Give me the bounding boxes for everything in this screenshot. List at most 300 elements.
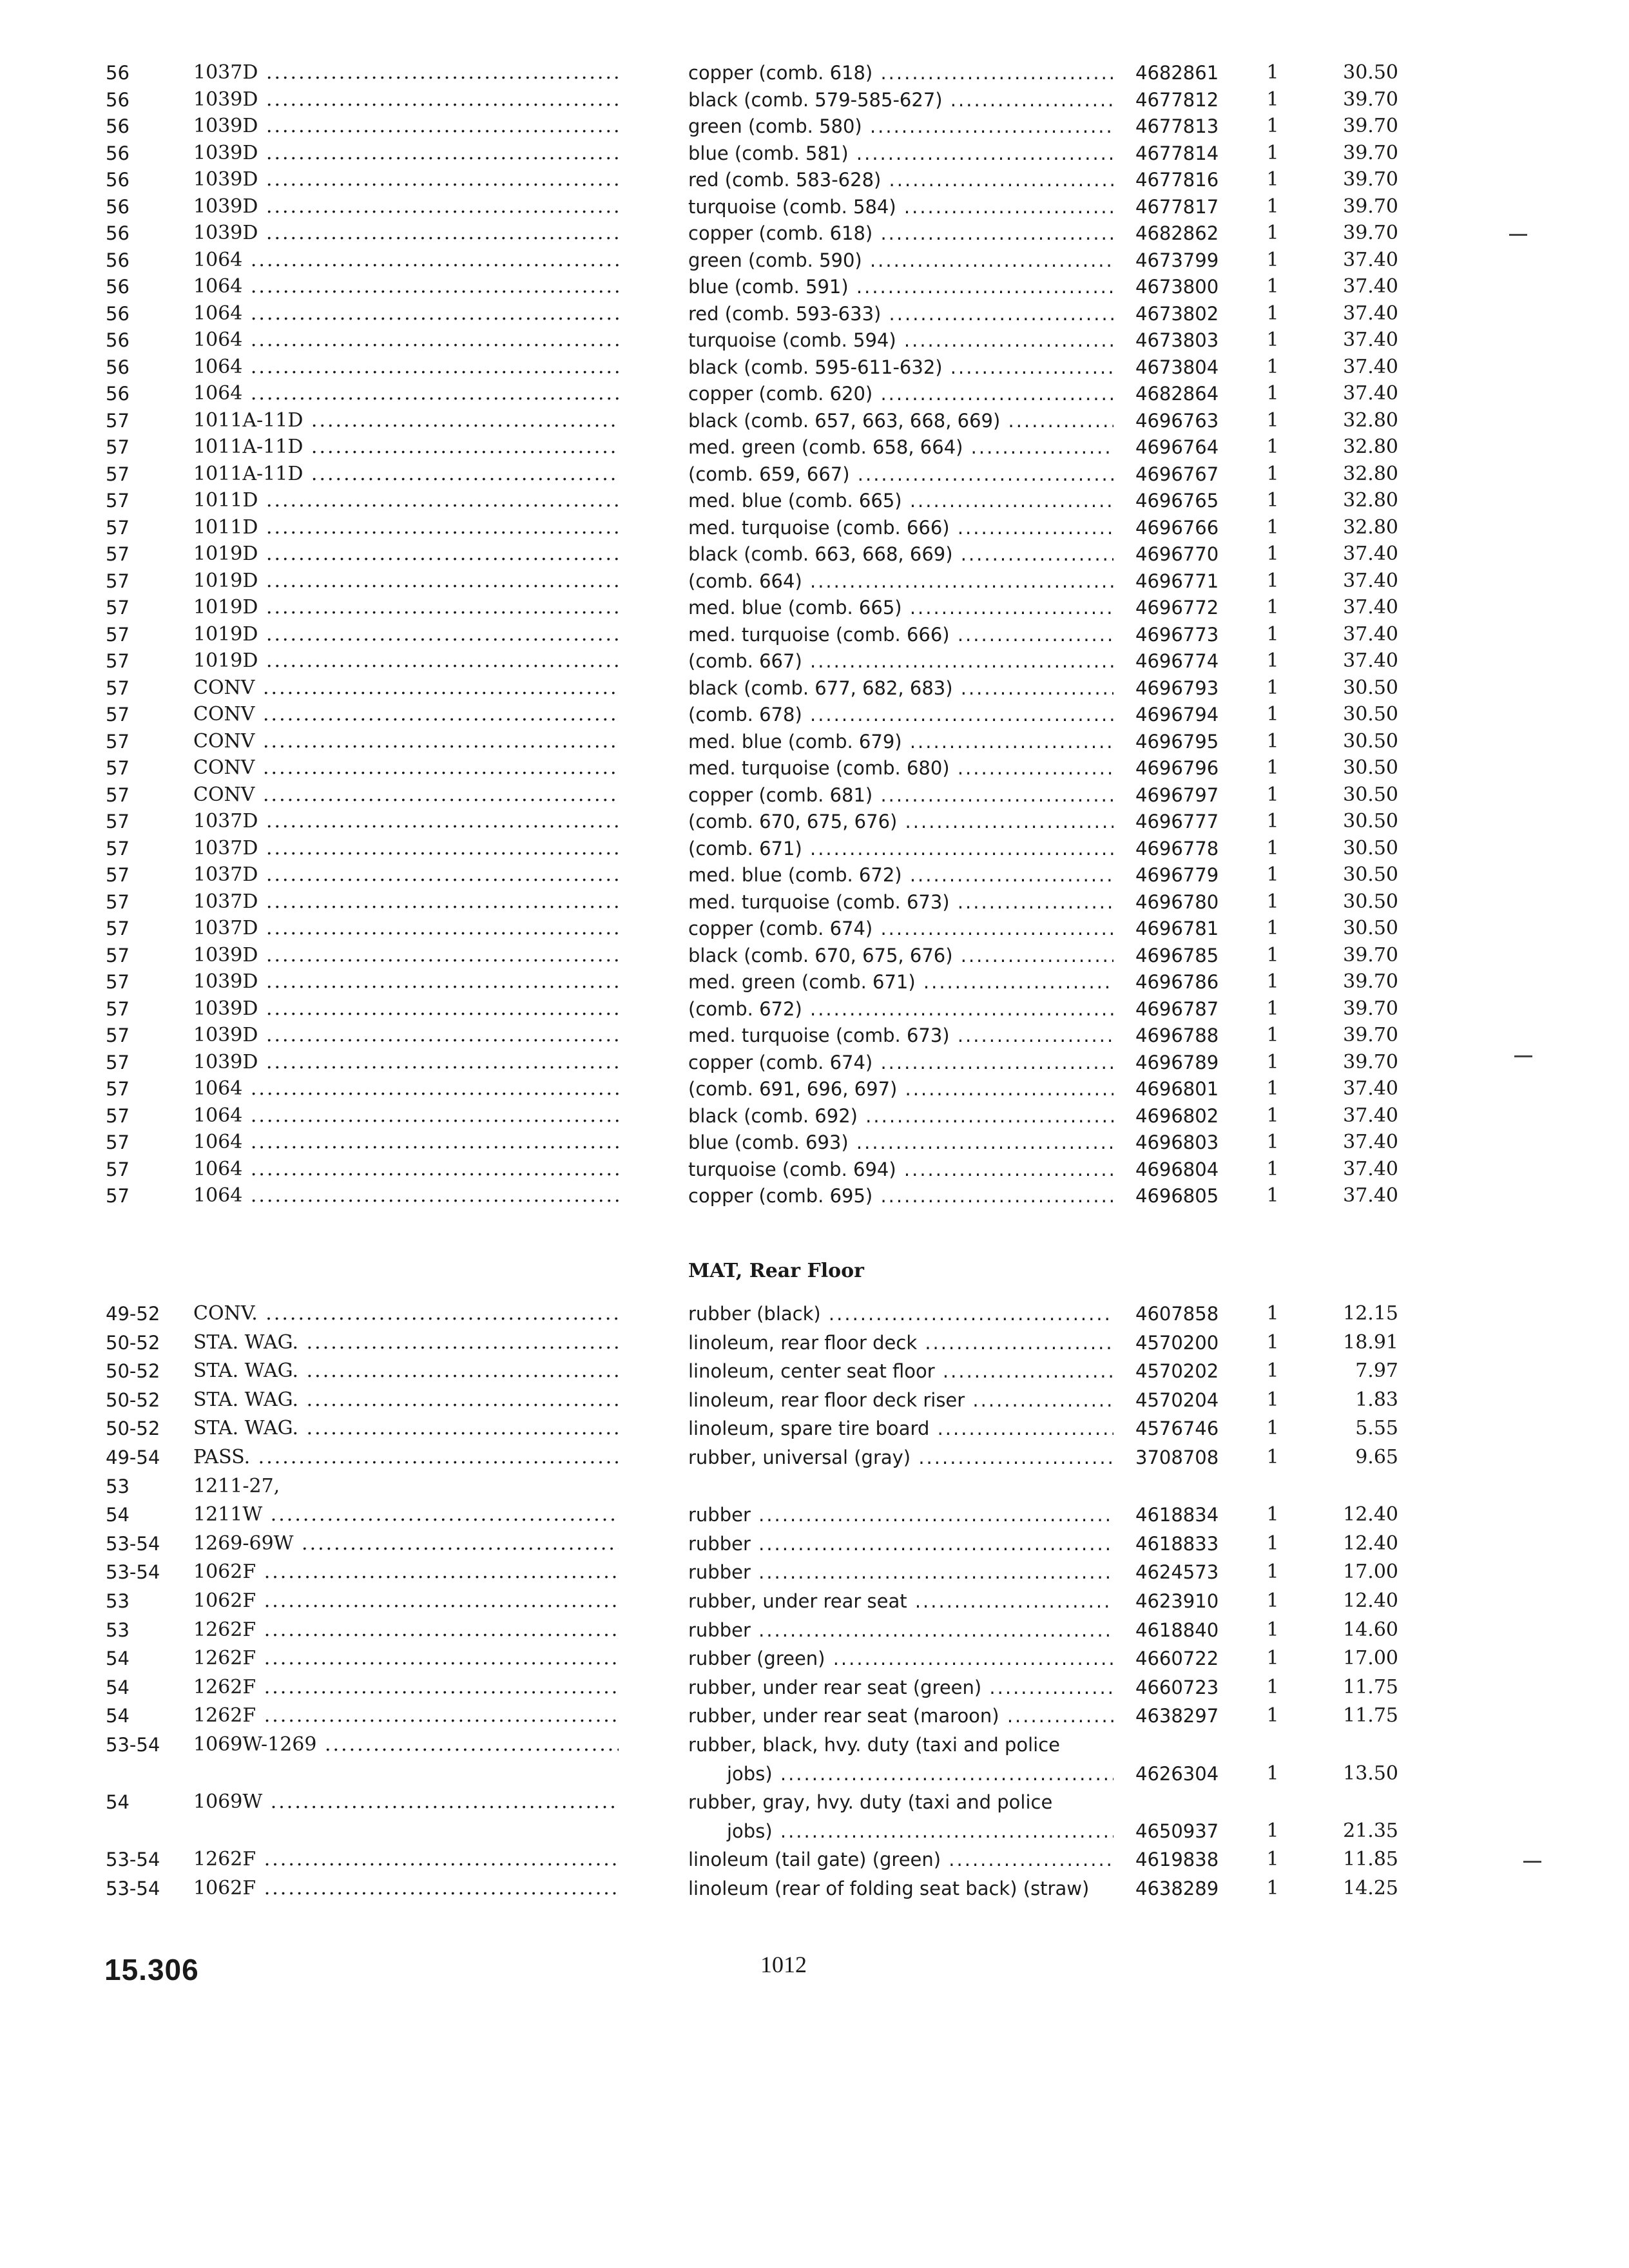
model-cell: 1037D ..... <box>193 861 619 889</box>
description-cell: turquoise (comb. 584) ..... <box>688 193 1113 220</box>
part-number-cell: 3708708 <box>1135 1446 1219 1468</box>
description-cell: (comb. 659, 667) ..... <box>688 461 1113 488</box>
price-cell: 39.70 <box>1343 970 1398 993</box>
year-cell: 57 <box>106 623 130 646</box>
price-cell: 39.70 <box>1343 222 1398 244</box>
description-cell: med. turquoise (comb. 680) ..... <box>688 754 1113 782</box>
parts-row <box>0 942 1629 969</box>
description-cell: linoleum, rear floor deck ..... <box>688 1329 1113 1356</box>
quantity-cell: 1 <box>1266 1131 1279 1153</box>
description-cell: (comb. 667) ..... <box>688 648 1113 675</box>
parts-row <box>0 1731 1629 1758</box>
model-cell: 1039D ..... <box>193 140 619 167</box>
description-cell: linoleum, spare tire board ..... <box>688 1415 1113 1442</box>
price-cell: 1.83 <box>1355 1388 1398 1411</box>
description-cell: blue (comb. 581) ..... <box>688 140 1113 167</box>
year-cell: 57 <box>106 516 130 539</box>
year-cell: 53-54 <box>106 1878 160 1899</box>
quantity-cell: 1 <box>1266 248 1279 271</box>
description-cell: rubber, under rear seat ..... <box>688 1588 1113 1615</box>
quantity-cell: 1 <box>1266 970 1279 993</box>
part-number-cell: 4696796 <box>1135 757 1219 779</box>
year-cell: 56 <box>106 169 130 191</box>
description-cell: red (comb. 583-628) ..... <box>688 166 1113 193</box>
price-cell: 39.70 <box>1343 1050 1398 1073</box>
model-cell: CONV ..... <box>193 728 619 755</box>
parts-row <box>0 594 1629 621</box>
model-cell: 1262F ..... <box>193 1846 619 1873</box>
part-number-cell: 4696795 <box>1135 730 1219 753</box>
year-cell: 57 <box>106 1104 130 1127</box>
price-cell: 39.70 <box>1343 195 1398 218</box>
part-number-cell: 4677817 <box>1135 195 1219 218</box>
year-cell: 56 <box>106 62 130 84</box>
quantity-cell: 1 <box>1266 61 1279 84</box>
model-cell: 1039D ..... <box>193 942 619 969</box>
model-cell: 1011D ..... <box>193 514 619 541</box>
parts-row <box>0 1702 1629 1729</box>
part-number-cell: 4696763 <box>1135 409 1219 432</box>
part-number-cell: 4618834 <box>1135 1504 1219 1526</box>
description-cell: linoleum, rear floor deck riser ..... <box>688 1387 1113 1414</box>
description-cell: med. blue (comb. 665) ..... <box>688 594 1113 621</box>
model-cell: 1064 ..... <box>193 273 619 300</box>
year-cell: 57 <box>106 463 130 485</box>
model-cell: 1211W ..... <box>193 1501 619 1528</box>
year-cell: 56 <box>106 142 130 164</box>
part-number-cell: 4696785 <box>1135 944 1219 966</box>
description-cell: rubber (black) ..... <box>688 1300 1113 1327</box>
quantity-cell: 1 <box>1266 329 1279 351</box>
price-cell: 37.40 <box>1343 622 1398 646</box>
part-number-cell: 4696789 <box>1135 1051 1219 1073</box>
model-cell: 1062F ..... <box>193 1588 619 1615</box>
quantity-cell: 1 <box>1266 436 1279 458</box>
price-cell: 17.00 <box>1343 1647 1398 1670</box>
model-cell: 1039D ..... <box>193 166 619 193</box>
price-cell: 12.40 <box>1343 1590 1398 1612</box>
part-number-cell: 4626304 <box>1135 1762 1219 1785</box>
description-cell: copper (comb. 681) ..... <box>688 782 1113 809</box>
description-cell: (comb. 678) ..... <box>688 701 1113 728</box>
year-cell: 49-54 <box>106 1446 160 1468</box>
model-cell: 1037D ..... <box>193 915 619 942</box>
year-cell: 53 <box>106 1475 130 1497</box>
part-number-cell: 4696804 <box>1135 1158 1219 1180</box>
description-cell: black (comb. 579-585-627) ..... <box>688 86 1113 113</box>
description-cell: rubber, gray, hvy. duty (taxi and police <box>688 1791 1053 1814</box>
year-cell: 57 <box>106 1185 130 1207</box>
model-cell: 1064 ..... <box>193 354 619 381</box>
part-number-cell: 4696765 <box>1135 490 1219 512</box>
quantity-cell: 1 <box>1266 302 1279 325</box>
quantity-cell: 1 <box>1266 382 1279 405</box>
parts-row <box>0 1674 1629 1701</box>
model-cell: 1011A-11D ..... <box>193 461 619 488</box>
price-cell: 32.80 <box>1343 436 1398 458</box>
parts-row <box>0 1645 1629 1672</box>
price-cell: 39.70 <box>1343 115 1398 137</box>
quantity-cell: 1 <box>1266 890 1279 913</box>
model-cell: 1037D ..... <box>193 808 619 835</box>
model-cell: 1037D ..... <box>193 889 619 916</box>
parts-row <box>0 915 1629 942</box>
parts-row <box>0 220 1629 247</box>
price-cell: 11.75 <box>1343 1675 1398 1698</box>
year-cell: 56 <box>106 329 130 351</box>
quantity-cell: 1 <box>1266 1561 1279 1584</box>
year-cell: 57 <box>106 1131 130 1153</box>
parts-row <box>0 995 1629 1023</box>
model-cell: 1039D ..... <box>193 968 619 995</box>
description-cell: med. blue (comb. 672) ..... <box>688 861 1113 889</box>
description-cell: rubber, universal (gray) ..... <box>688 1444 1113 1471</box>
part-number-cell: 4696774 <box>1135 650 1219 672</box>
year-cell: 49-52 <box>106 1303 160 1325</box>
quantity-cell: 1 <box>1266 1360 1279 1383</box>
year-cell: 57 <box>106 677 130 699</box>
model-cell: STA. WAG. ..... <box>193 1415 619 1442</box>
year-cell: 56 <box>106 88 130 111</box>
model-cell: 1019D ..... <box>193 648 619 675</box>
quantity-cell: 1 <box>1266 1302 1279 1325</box>
description-cell: rubber, under rear seat (green) ..... <box>688 1674 1113 1701</box>
parts-row <box>0 1102 1629 1129</box>
quantity-cell: 1 <box>1266 596 1279 619</box>
parts-row <box>0 193 1629 220</box>
year-cell: 57 <box>106 730 130 753</box>
price-cell: 30.50 <box>1343 676 1398 699</box>
model-cell: PASS. ..... <box>193 1444 619 1471</box>
quantity-cell: 1 <box>1266 1157 1279 1180</box>
year-cell: 54 <box>106 1648 130 1670</box>
parts-row <box>0 1875 1629 1902</box>
model-cell: 1039D ..... <box>193 1049 619 1076</box>
year-cell: 53 <box>106 1619 130 1641</box>
parts-row <box>0 1182 1629 1209</box>
part-number-cell: 4696771 <box>1135 570 1219 592</box>
parts-row <box>0 247 1629 274</box>
margin-mark <box>1509 234 1527 236</box>
parts-row <box>0 86 1629 113</box>
description-cell: black (comb. 677, 682, 683) ..... <box>688 675 1113 702</box>
parts-row <box>0 1329 1629 1356</box>
model-cell: 1039D ..... <box>193 113 619 140</box>
year-cell: 57 <box>106 837 130 860</box>
part-number-cell: 4638297 <box>1135 1705 1219 1727</box>
quantity-cell: 1 <box>1266 1184 1279 1207</box>
part-number-cell: 4660722 <box>1135 1648 1219 1670</box>
quantity-cell: 1 <box>1266 115 1279 137</box>
price-cell: 12.15 <box>1343 1302 1398 1325</box>
part-number-cell: 4696801 <box>1135 1078 1219 1100</box>
model-cell: 1262F ..... <box>193 1702 619 1729</box>
parts-row <box>0 754 1629 782</box>
year-cell: 57 <box>106 704 130 726</box>
year-cell: 57 <box>106 436 130 458</box>
price-cell: 14.60 <box>1343 1618 1398 1641</box>
year-cell: 57 <box>106 997 130 1020</box>
year-cell: 57 <box>106 1158 130 1180</box>
price-cell: 39.70 <box>1343 168 1398 191</box>
description-cell: rubber (green) ..... <box>688 1645 1113 1672</box>
price-cell: 37.40 <box>1343 275 1398 298</box>
parts-row <box>0 1129 1629 1156</box>
part-number-cell: 4607858 <box>1135 1303 1219 1325</box>
description-cell: linoleum (tail gate) (green) ..... <box>688 1846 1113 1873</box>
model-cell: 1064 ..... <box>193 1156 619 1183</box>
description-cell: turquoise (comb. 694) ..... <box>688 1156 1113 1183</box>
model-cell: 1062F ..... <box>193 1559 619 1586</box>
price-cell: 37.40 <box>1343 596 1398 619</box>
part-number-cell: 4696805 <box>1135 1185 1219 1207</box>
parts-row <box>0 835 1629 862</box>
part-number-cell: 4570200 <box>1135 1331 1219 1354</box>
parts-row <box>0 889 1629 916</box>
description-cell: green (comb. 590) ..... <box>688 247 1113 274</box>
parts-row <box>0 1559 1629 1586</box>
price-cell: 17.00 <box>1343 1561 1398 1584</box>
part-number-cell: 4673802 <box>1135 302 1219 325</box>
model-cell: STA. WAG. ..... <box>193 1358 619 1385</box>
parts-row <box>0 968 1629 995</box>
part-number-cell: 4696793 <box>1135 677 1219 699</box>
year-cell: 56 <box>106 302 130 325</box>
model-cell: CONV ..... <box>193 754 619 782</box>
quantity-cell: 1 <box>1266 569 1279 592</box>
price-cell: 32.80 <box>1343 515 1398 539</box>
part-number-cell: 4696770 <box>1135 543 1219 565</box>
part-number-cell: 4677812 <box>1135 88 1219 111</box>
description-cell: red (comb. 593-633) ..... <box>688 300 1113 327</box>
quantity-cell: 1 <box>1266 355 1279 378</box>
model-cell: 1019D ..... <box>193 594 619 621</box>
catalog-section-code: 15.306 <box>104 1953 199 1986</box>
model-cell: 1069W-1269 ..... <box>193 1731 619 1758</box>
price-cell: 37.40 <box>1343 1077 1398 1100</box>
price-cell: 5.55 <box>1355 1417 1398 1440</box>
quantity-cell: 1 <box>1266 141 1279 164</box>
parts-row <box>0 1530 1629 1557</box>
model-cell: CONV ..... <box>193 782 619 809</box>
parts-row <box>0 1588 1629 1615</box>
year-cell: 50-52 <box>106 1360 160 1383</box>
price-cell: 37.40 <box>1343 1157 1398 1180</box>
parts-row <box>0 113 1629 140</box>
section-heading: MAT, Rear Floor <box>688 1260 864 1282</box>
price-cell: 14.25 <box>1343 1877 1398 1899</box>
model-cell: 1064 ..... <box>193 327 619 354</box>
parts-row <box>0 1300 1629 1327</box>
part-number-cell: 4696764 <box>1135 436 1219 458</box>
model-cell: 1039D ..... <box>193 995 619 1023</box>
part-number-cell: 4638289 <box>1135 1878 1219 1899</box>
parts-row <box>0 1415 1629 1442</box>
parts-row <box>0 1444 1629 1471</box>
price-cell: 37.40 <box>1343 382 1398 405</box>
parts-row <box>0 648 1629 675</box>
year-cell: 56 <box>106 276 130 298</box>
year-cell: 57 <box>106 1024 130 1046</box>
part-number-cell: 4696787 <box>1135 997 1219 1020</box>
quantity-cell: 1 <box>1266 195 1279 218</box>
parts-row <box>0 1789 1629 1816</box>
part-number-cell: 4650937 <box>1135 1820 1219 1842</box>
model-cell: 1011D ..... <box>193 487 619 514</box>
model-cell: 1069W ..... <box>193 1789 619 1816</box>
model-cell: 1211-27, <box>193 1474 280 1497</box>
quantity-cell: 1 <box>1266 1819 1279 1842</box>
part-number-cell: 4673803 <box>1135 329 1219 351</box>
quantity-cell: 1 <box>1266 1647 1279 1670</box>
part-number-cell: 4570204 <box>1135 1389 1219 1411</box>
quantity-cell: 1 <box>1266 543 1279 565</box>
quantity-cell: 1 <box>1266 408 1279 432</box>
quantity-cell: 1 <box>1266 1848 1279 1871</box>
price-cell: 30.50 <box>1343 61 1398 84</box>
description-cell: med. green (comb. 671) ..... <box>688 968 1113 995</box>
model-cell: 1039D ..... <box>193 220 619 247</box>
quantity-cell: 1 <box>1266 88 1279 111</box>
parts-row <box>0 861 1629 889</box>
part-number-cell: 4696786 <box>1135 971 1219 993</box>
quantity-cell: 1 <box>1266 1331 1279 1354</box>
parts-row <box>0 1022 1629 1049</box>
description-cell: (comb. 670, 675, 676) ..... <box>688 808 1113 835</box>
description-cell: (comb. 664) ..... <box>688 568 1113 595</box>
quantity-cell: 1 <box>1266 1050 1279 1073</box>
description-cell: med. blue (comb. 665) ..... <box>688 487 1113 514</box>
part-number-cell: 4696781 <box>1135 918 1219 939</box>
parts-row <box>0 354 1629 381</box>
parts-row <box>0 621 1629 648</box>
parts-row <box>0 1473 1629 1500</box>
quantity-cell: 1 <box>1266 622 1279 646</box>
model-cell: 1064 ..... <box>193 247 619 274</box>
part-number-cell: 4696772 <box>1135 597 1219 619</box>
parts-row <box>0 675 1629 702</box>
model-cell: 1062F ..... <box>193 1875 619 1902</box>
description-cell: copper (comb. 620) ..... <box>688 380 1113 407</box>
parts-row <box>0 300 1629 327</box>
description-cell: green (comb. 580) ..... <box>688 113 1113 140</box>
model-cell: 1019D ..... <box>193 568 619 595</box>
model-cell: STA. WAG. ..... <box>193 1329 619 1356</box>
year-cell: 54 <box>106 1705 130 1727</box>
description-cell: copper (comb. 618) ..... <box>688 220 1113 247</box>
year-cell: 57 <box>106 543 130 565</box>
year-cell: 56 <box>106 195 130 218</box>
parts-row <box>0 728 1629 755</box>
description-cell: med. blue (comb. 679) ..... <box>688 728 1113 755</box>
model-cell: 1064 ..... <box>193 1182 619 1209</box>
price-cell: 12.40 <box>1343 1503 1398 1526</box>
quantity-cell: 1 <box>1266 275 1279 298</box>
parts-row <box>0 59 1629 86</box>
quantity-cell: 1 <box>1266 810 1279 832</box>
model-cell: 1039D ..... <box>193 86 619 113</box>
part-number-cell: 4677816 <box>1135 169 1219 191</box>
parts-row <box>0 1358 1629 1385</box>
description-cell: med. turquoise (comb. 673) ..... <box>688 889 1113 916</box>
quantity-cell: 1 <box>1266 489 1279 512</box>
price-cell: 37.40 <box>1343 1104 1398 1127</box>
year-cell: 57 <box>106 811 130 832</box>
parts-row <box>0 1760 1629 1787</box>
part-number-cell: 4682864 <box>1135 383 1219 405</box>
year-cell: 57 <box>106 971 130 993</box>
description-cell: rubber, black, hvy. duty (taxi and police <box>688 1734 1060 1756</box>
part-number-cell: 4673799 <box>1135 249 1219 271</box>
price-cell: 30.50 <box>1343 810 1398 832</box>
price-cell: 37.40 <box>1343 1131 1398 1153</box>
parts-row <box>0 407 1629 434</box>
model-cell: 1064 ..... <box>193 1129 619 1156</box>
description-cell: med. turquoise (comb. 666) ..... <box>688 621 1113 648</box>
quantity-cell: 1 <box>1266 1446 1279 1468</box>
model-cell: 1262F ..... <box>193 1674 619 1701</box>
model-cell: 1039D ..... <box>193 193 619 220</box>
model-cell: 1039D ..... <box>193 1022 619 1049</box>
quantity-cell: 1 <box>1266 649 1279 672</box>
model-cell: 1262F ..... <box>193 1617 619 1644</box>
parts-row <box>0 1387 1629 1414</box>
part-number-cell: 4619838 <box>1135 1849 1219 1871</box>
price-cell: 18.91 <box>1343 1331 1398 1354</box>
price-cell: 37.40 <box>1343 329 1398 351</box>
year-cell: 50-52 <box>106 1418 160 1440</box>
part-number-cell: 4677813 <box>1135 115 1219 137</box>
parts-row <box>0 380 1629 407</box>
part-number-cell: 4696773 <box>1135 623 1219 646</box>
quantity-cell: 1 <box>1266 729 1279 753</box>
price-cell: 39.70 <box>1343 88 1398 111</box>
description-cell: (comb. 691, 696, 697) ..... <box>688 1075 1113 1102</box>
description-cell: rubber ..... <box>688 1530 1113 1557</box>
year-cell: 57 <box>106 1051 130 1073</box>
model-cell: CONV ..... <box>193 701 619 728</box>
price-cell: 37.40 <box>1343 569 1398 592</box>
model-cell: 1019D ..... <box>193 621 619 648</box>
part-number-cell: 4624573 <box>1135 1561 1219 1584</box>
year-cell: 57 <box>106 490 130 512</box>
price-cell: 37.40 <box>1343 543 1398 565</box>
part-number-cell: 4696777 <box>1135 811 1219 832</box>
quantity-cell: 1 <box>1266 515 1279 539</box>
year-cell: 54 <box>106 1676 130 1698</box>
part-number-cell: 4623910 <box>1135 1590 1219 1612</box>
price-cell: 39.70 <box>1343 997 1398 1020</box>
parts-row <box>0 487 1629 514</box>
price-cell: 37.40 <box>1343 248 1398 271</box>
price-cell: 39.70 <box>1343 1024 1398 1046</box>
part-number-cell: 4570202 <box>1135 1360 1219 1383</box>
description-cell: linoleum (rear of folding seat back) (straw) <box>688 1878 1090 1899</box>
part-number-cell: 4673800 <box>1135 276 1219 298</box>
parts-row <box>0 1075 1629 1102</box>
part-number-cell: 4696803 <box>1135 1131 1219 1153</box>
year-cell: 56 <box>106 383 130 405</box>
quantity-cell: 1 <box>1266 863 1279 886</box>
quantity-cell: 1 <box>1266 1762 1279 1785</box>
year-cell: 57 <box>106 944 130 966</box>
description-cell: rubber ..... <box>688 1501 1113 1528</box>
quantity-cell: 1 <box>1266 1077 1279 1100</box>
year-cell: 56 <box>106 222 130 244</box>
description-cell: black (comb. 657, 663, 668, 669) ..... <box>688 407 1113 434</box>
quantity-cell: 1 <box>1266 1503 1279 1526</box>
quantity-cell: 1 <box>1266 943 1279 966</box>
